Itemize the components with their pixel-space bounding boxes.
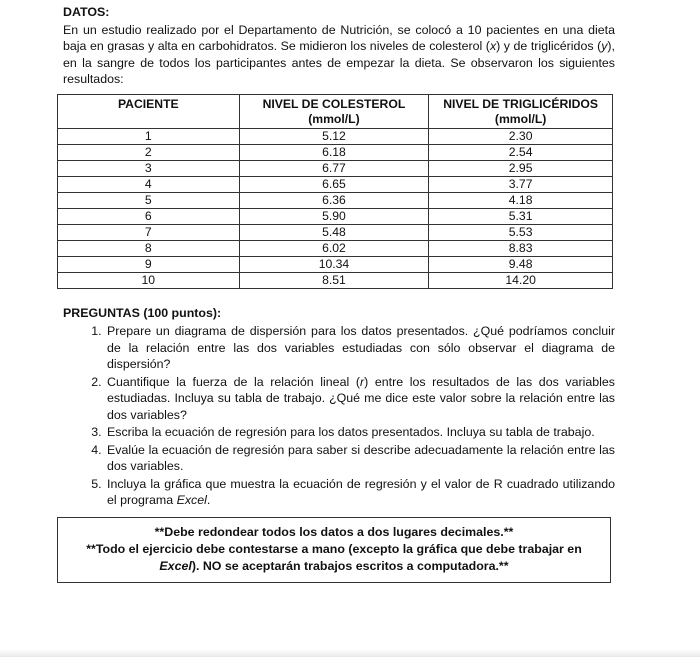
cell-patient: 10 [58,272,240,288]
note-line-1: **Debe redondear todos los datos a dos lugares decimales.** [154,524,514,539]
table-row [58,272,613,288]
cell-cholesterol: 6.18 [239,144,429,160]
cell-cholesterol: 10.34 [239,256,429,272]
cell-triglycerides: 5.53 [429,224,613,240]
data-heading: DATOS: [63,5,110,19]
table-row [58,256,613,272]
table-body [58,128,613,288]
question-1: 1. Prepare un diagrama de dispersión para los datos presentados. ¿Qué podríamos concluir de la relación entre las dos variables estudiadas con sólo observar el diagrama de dispersión? [105,323,615,373]
intro-text-1: En un estudio realizado por el Departamento de Nutrición, se colocó a 10 pacientes en una dieta baja en grasas y alta en carbohidratos. Se midieron los niveles de colesterol ( [63,22,615,53]
cell-cholesterol: 5.48 [239,224,429,240]
header-triglycerides: NIVEL DE TRIGLICÉRIDOS (mmol/L) [429,94,613,128]
cell-cholesterol: 8.51 [239,272,429,288]
results-table [57,94,613,289]
table-row [58,144,613,160]
intro-text-3: ), en la sangre de todos los participantes antes de empezar la dieta. Se observaron los siguientes resultados: [63,39,615,86]
cell-cholesterol: 6.65 [239,176,429,192]
cell-patient: 3 [58,160,240,176]
table-row [58,208,613,224]
questions-heading: PREGUNTAS (100 puntos): [63,305,222,320]
cell-cholesterol: 6.77 [239,160,429,176]
table-row [58,160,613,176]
cell-patient: 1 [58,128,240,144]
cell-triglycerides: 3.77 [429,176,613,192]
cell-patient: 6 [58,208,240,224]
cell-triglycerides: 8.83 [429,240,613,256]
question-2: 2. Cuantifique la fuerza de la relación lineal (r) entre los resultados de las dos variables estudiadas. Incluya su tabla de trabajo. ¿Qué me dice este valor sobre la relación entre las dos variables? [105,374,615,424]
table-row [58,176,613,192]
cell-cholesterol: 6.02 [239,240,429,256]
table-row [58,192,613,208]
cell-triglycerides: 2.95 [429,160,613,176]
cell-patient: 2 [58,144,240,160]
questions-list [63,323,615,509]
cell-cholesterol: 6.36 [239,192,429,208]
cell-triglycerides: 5.31 [429,208,613,224]
excel-name: Excel [176,493,207,507]
table-row [58,224,613,240]
variable-y: y [601,39,608,53]
cell-patient: 9 [58,256,240,272]
question-4: 4. Evalúe la ecuación de regresión para saber si describe adecuadamente la relación entre las dos variables. [105,442,615,475]
cell-patient: 4 [58,176,240,192]
variable-x: x [489,39,497,53]
question-3: 3. Escriba la ecuación de regresión para los datos presentados. Incluya su tabla de trabajo. [105,424,615,441]
cell-triglycerides: 14.20 [429,272,613,288]
cell-cholesterol: 5.12 [239,128,429,144]
intro-paragraph [63,22,615,88]
instructions-box [57,517,611,583]
header-cholesterol: NIVEL DE COLESTEROL (mmol/L) [239,94,429,128]
header-patient: PACIENTE [58,94,240,128]
cell-triglycerides: 2.54 [429,144,613,160]
table-header-row [58,94,613,128]
cell-triglycerides: 2.30 [429,128,613,144]
document-page [63,4,615,583]
variable-r: r [359,374,365,389]
table-row [58,128,613,144]
note-excel-name: Excel [159,558,192,573]
intro-text-2: ) y de triglicéridos ( [496,39,602,53]
question-5: 5. Incluya la gráfica que muestra la ecuación de regresión y el valor de R cuadrado utilizando el programa Excel. [105,476,615,509]
cell-cholesterol: 5.90 [239,208,429,224]
cell-triglycerides: 4.18 [429,192,613,208]
cell-patient: 7 [58,224,240,240]
page-bottom-shadow [0,649,700,657]
cell-patient: 8 [58,240,240,256]
note-line-2: **Todo el ejercicio debe contestarse a mano (excepto la gráfica que debe trabajar en Excel). NO se aceptarán trabajos escritos a computadora.** [86,541,582,573]
cell-triglycerides: 9.48 [429,256,613,272]
table-row [58,240,613,256]
cell-patient: 5 [58,192,240,208]
